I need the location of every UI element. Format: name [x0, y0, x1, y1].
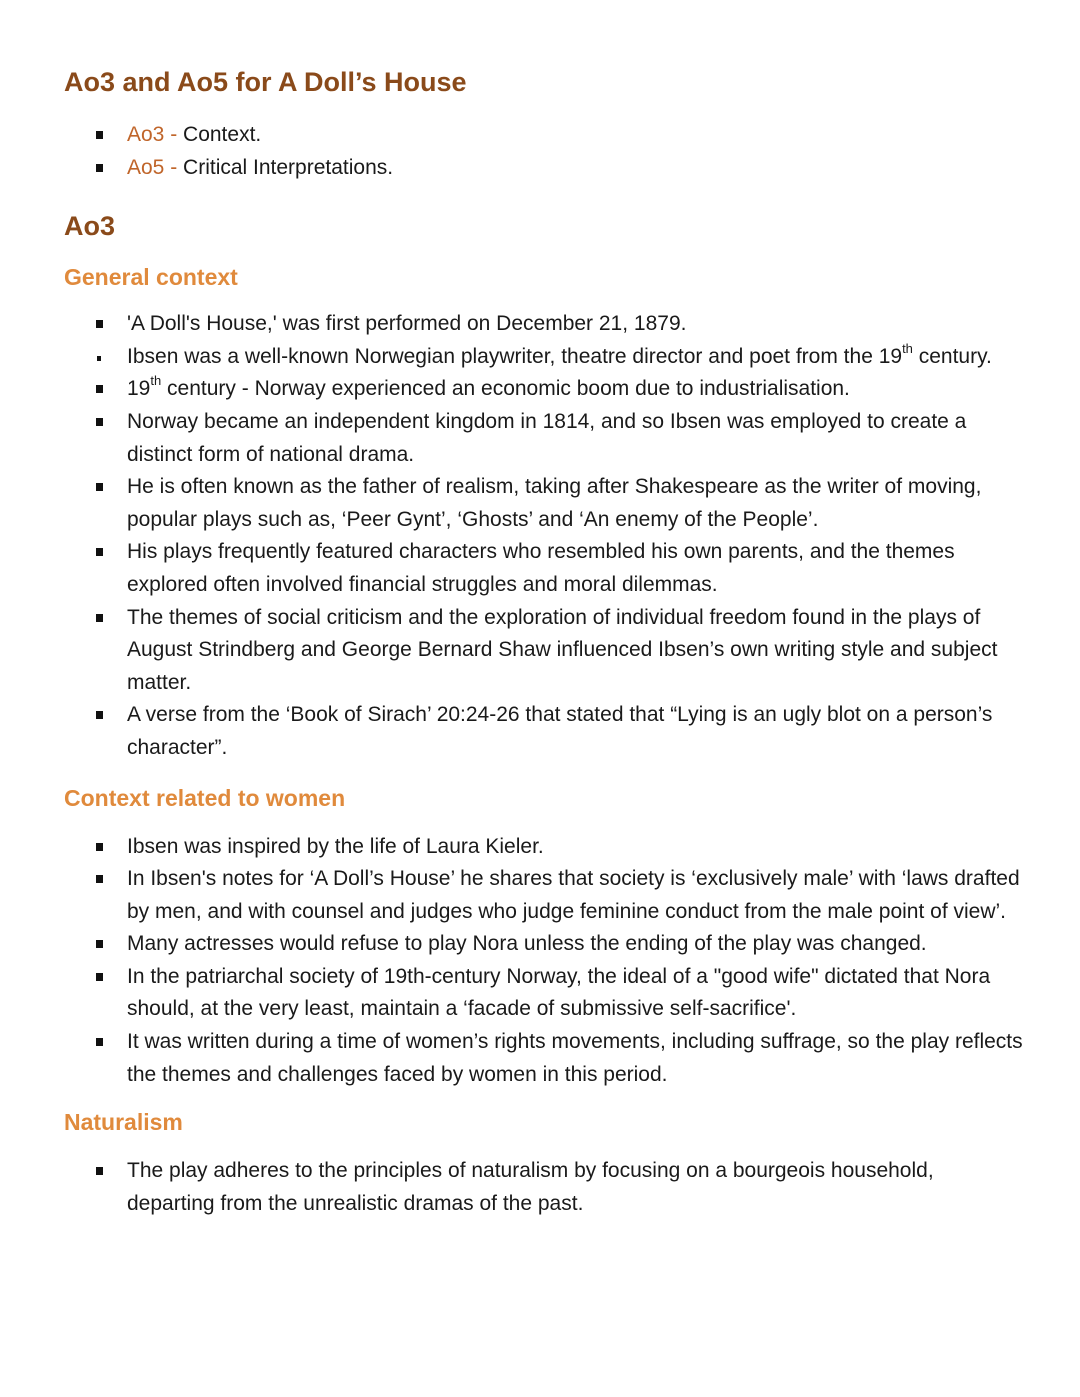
square-bullet-icon	[96, 1167, 103, 1175]
list-item	[64, 831, 1024, 864]
document-title: Ao3 and Ao5 for A Doll’s House	[64, 67, 467, 97]
square-bullet-icon	[96, 940, 103, 948]
square-bullet-icon	[97, 356, 101, 361]
square-bullet-icon	[96, 483, 103, 491]
list-item-text: The themes of social criticism and the exploration of individual freedom found in the plays of August Strindberg and George Bernard Shaw influenced Ibsen’s own writing style and subject matter.	[127, 605, 998, 694]
square-bullet-icon	[96, 1038, 103, 1046]
square-bullet-icon	[96, 711, 103, 719]
list-item	[64, 863, 1024, 928]
subheading-context-women: Context related to women	[64, 784, 346, 811]
list-item-text: century.	[912, 344, 992, 368]
list-item-text: It was written during a time of women’s rights movements, including suffrage, so the play reflects the themes and challenges faced by women in this period.	[127, 1030, 1023, 1086]
section-heading-ao3: Ao3	[64, 211, 116, 242]
list-item	[64, 928, 1024, 961]
subheading-general-context: General context	[64, 264, 238, 291]
square-bullet-icon	[96, 548, 103, 556]
subheading-naturalism: Naturalism	[64, 1109, 183, 1136]
square-bullet-icon	[96, 320, 103, 328]
list-item	[64, 341, 1024, 374]
general-context-list	[64, 308, 1024, 764]
square-bullet-icon	[96, 418, 103, 426]
square-bullet-icon	[96, 164, 103, 172]
list-item	[64, 602, 1024, 700]
list-item-text: In the patriarchal society of 19th-century Norway, the ideal of a "good wife" dictated that Nora should, at the very least, maintain a ‘facade of submissive self-sacrifice'.	[127, 964, 991, 1021]
list-item-text: His plays frequently featured characters who resembled his own parents, and the themes explored often involved financial struggles and moral dilemmas.	[127, 540, 955, 596]
list-item	[64, 406, 1024, 471]
objective-description: Critical Interpretations.	[183, 155, 394, 179]
list-item-text: The play adheres to the principles of naturalism by focusing on a bourgeois household, departing from the unrealistic dramas of the past.	[127, 1159, 934, 1215]
list-item-text: 19	[127, 377, 151, 401]
list-item-text: Ibsen was inspired by the life of Laura Kieler.	[127, 834, 544, 858]
list-item	[64, 961, 1024, 1026]
objective-code: Ao5 -	[127, 155, 184, 179]
list-item	[64, 373, 1024, 406]
objective-code: Ao3 -	[127, 123, 184, 146]
list-item-text: Ibsen was a well-known Norwegian playwriter, theatre director and poet from the 19	[127, 344, 903, 368]
list-item-text: century - Norway experienced an economic boom due to industrialisation.	[161, 377, 850, 401]
document-page	[64, 62, 1024, 1220]
list-item-text: 'A Doll's House,' was first performed on December 21, 1879.	[127, 312, 687, 336]
square-bullet-icon	[96, 385, 103, 393]
list-item	[64, 119, 1024, 152]
list-item-text: In Ibsen's notes for ‘A Doll’s House’ he shares that society is ‘exclusively male’ with ‘laws drafted by men, and with counsel and judges who judge feminine conduct from the male point of view’.	[127, 867, 1020, 923]
list-item	[64, 152, 1024, 185]
list-item	[64, 1026, 1024, 1091]
list-item	[64, 536, 1024, 601]
superscript: th	[150, 373, 162, 389]
list-item	[64, 699, 1024, 764]
list-item	[64, 308, 1024, 341]
list-item	[64, 1155, 1024, 1220]
square-bullet-icon	[96, 614, 103, 622]
superscript: th	[902, 340, 913, 356]
square-bullet-icon	[96, 843, 103, 851]
overview-list	[64, 119, 1024, 184]
list-item-text: He is often known as the father of realism, taking after Shakespeare as the writer of moving, popular plays such as, ‘Peer Gynt’, ‘Ghosts’ and ‘An enemy of the People’.	[127, 475, 982, 531]
women-context-list	[64, 831, 1024, 1092]
list-item	[64, 471, 1024, 536]
naturalism-list	[64, 1155, 1024, 1220]
objective-description: Context.	[183, 123, 262, 146]
list-item-text: A verse from the ‘Book of Sirach’ 20:24-26 that stated that “Lying is an ugly blot on a person’s character”.	[127, 703, 993, 759]
list-item-text: Norway became an independent kingdom in 1814, and so Ibsen was employed to create a distinct form of national drama.	[127, 409, 967, 466]
list-item-text: Many actresses would refuse to play Nora unless the ending of the play was changed.	[127, 932, 927, 956]
square-bullet-icon	[96, 973, 103, 981]
square-bullet-icon	[96, 131, 103, 139]
square-bullet-icon	[96, 875, 103, 883]
